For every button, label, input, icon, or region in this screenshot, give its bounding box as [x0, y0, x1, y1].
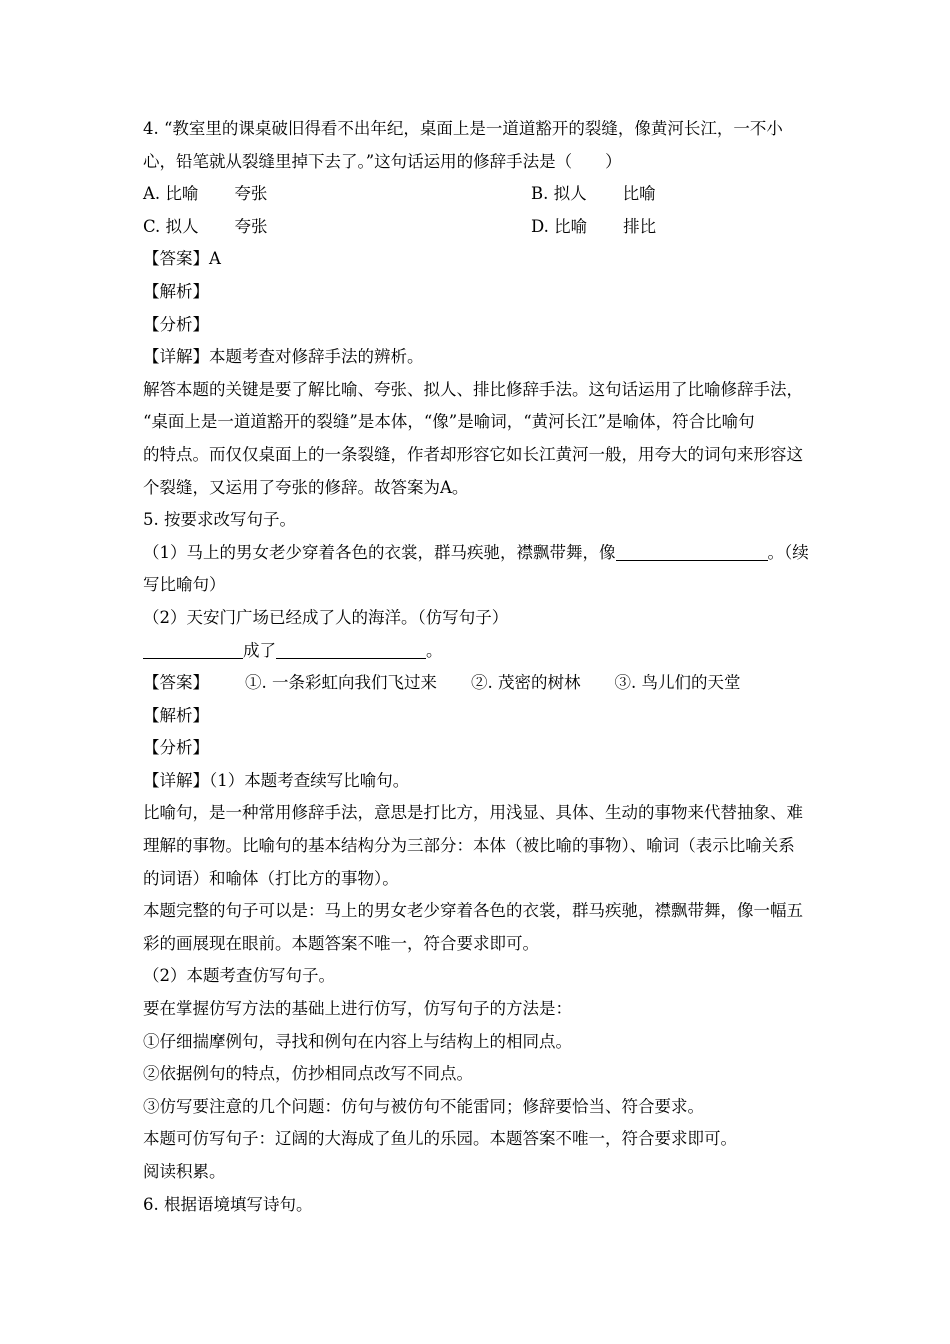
q5-answer-1: ①. 一条彩虹向我们飞过来: [245, 673, 437, 693]
q6-stem: 6. 根据语境填写诗句。: [143, 1194, 313, 1214]
q5-detail-title: 【详解】（1）本题考查续写比喻句。: [143, 770, 410, 790]
q5-sub1-line-1: （1）马上的男女老少穿着各色的衣裳，群马疾驰，襟飘带舞，像 。（续: [143, 542, 809, 562]
q5-detail-line: ①仔细揣摩例句，寻找和例句在内容上与结构上的相同点。: [143, 1031, 572, 1051]
q4-fenxi: 【分析】: [143, 314, 209, 334]
q5-jiexi: 【解析】: [143, 705, 209, 725]
q4-detail-line: 解答本题的关键是要了解比喻、夸张、拟人、排比修辞手法。这句话运用了比喻修辞手法，: [143, 379, 803, 399]
fill-blank: [276, 640, 426, 659]
q4-option-b: B. 拟人 比喻: [531, 184, 656, 204]
q5-detail-line: 本题完整的句子可以是：马上的男女老少穿着各色的衣裳，群马疾驰，襟飘带舞，像一幅五: [143, 901, 803, 921]
q5-detail-line: 本题可仿写句子：辽阔的大海成了鱼儿的乐园。本题答案不唯一，符合要求即可。: [143, 1129, 737, 1149]
q5-detail-line: 理解的事物。比喻句的基本结构分为三部分：本体（被比喻的事物）、喻词（表示比喻关系: [143, 836, 795, 856]
q4-stem-line-2: 心，铅笔就从裂缝里掉下去了。”这句话运用的修辞手法是（ ）: [143, 151, 622, 171]
q5-detail-line: ②依据例句的特点，仿抄相同点改写不同点。: [143, 1064, 473, 1084]
q4-detail-line: 的特点。而仅仅桌面上的一条裂缝，作者却形容它如长江黄河一般，用夸大的词句来形容这: [143, 444, 803, 464]
q5-sub2: （2）天安门广场已经成了人的海洋。（仿写句子）: [143, 607, 509, 627]
section-title: 阅读积累。: [143, 1162, 226, 1181]
q5-detail-line: 彩的画展现在眼前。本题答案不唯一，符合要求即可。: [143, 933, 539, 953]
q4-option-a: A. 比喻 夸张: [143, 184, 268, 204]
fill-blank: [143, 640, 243, 659]
q4-detail-line: 个裂缝，又运用了夸张的修辞。故答案为A。: [143, 477, 469, 497]
q5-sub2-blanks: 成了 。: [143, 635, 813, 668]
q5-stem: 5. 按要求改写句子。: [143, 510, 296, 530]
q5-answer-2: ②. 茂密的树林: [471, 673, 581, 693]
q5-detail-line: 要在掌握仿写方法的基础上进行仿写，仿写句子的方法是：: [143, 999, 572, 1019]
q4-stem-line-1: 4. “教室里的课桌破旧得看不出年纪，桌面上是一道道豁开的裂缝，像黄河长江，一不小: [143, 119, 783, 138]
q5-detail-line: 的词语）和喻体（打比方的事物）。: [143, 868, 399, 888]
q4-options-row-2: [143, 211, 813, 244]
q5-answer: 【答案】 ①. 一条彩虹向我们飞过来 ②. 茂密的树林 ③. 鸟儿们的天堂: [143, 667, 813, 700]
q4-option-c: C. 拟人 夸张: [143, 216, 268, 236]
q4-jiexi: 【解析】: [143, 281, 209, 301]
q4-answer: 【答案】A: [143, 249, 221, 269]
q5-detail-line: 比喻句，是一种常用修辞手法，意思是打比方，用浅显、具体、生动的事物来代替抽象、难: [143, 803, 803, 823]
q5-detail-line: ③仿写要注意的几个问题：仿句与被仿句不能雷同；修辞要恰当、符合要求。: [143, 1096, 704, 1116]
q4-option-d: D. 比喻 排比: [531, 216, 657, 236]
q5-fenxi: 【分析】: [143, 738, 209, 758]
q5-detail-line: （2）本题考查仿写句子。: [143, 966, 335, 986]
document-page: [143, 113, 813, 1221]
q5-sub1-line-2: 写比喻句）: [143, 575, 226, 595]
q4-detail-title: 【详解】本题考查对修辞手法的辨析。: [143, 347, 424, 367]
q4-detail-line: “桌面上是一道道豁开的裂缝”是本体，“像”是喻词，“黄河长江”是喻体，符合比喻句: [143, 412, 755, 432]
fill-blank: [616, 542, 768, 561]
q4-options-row-1: [143, 178, 813, 211]
q5-answer-3: ③. 鸟儿们的天堂: [614, 673, 741, 693]
